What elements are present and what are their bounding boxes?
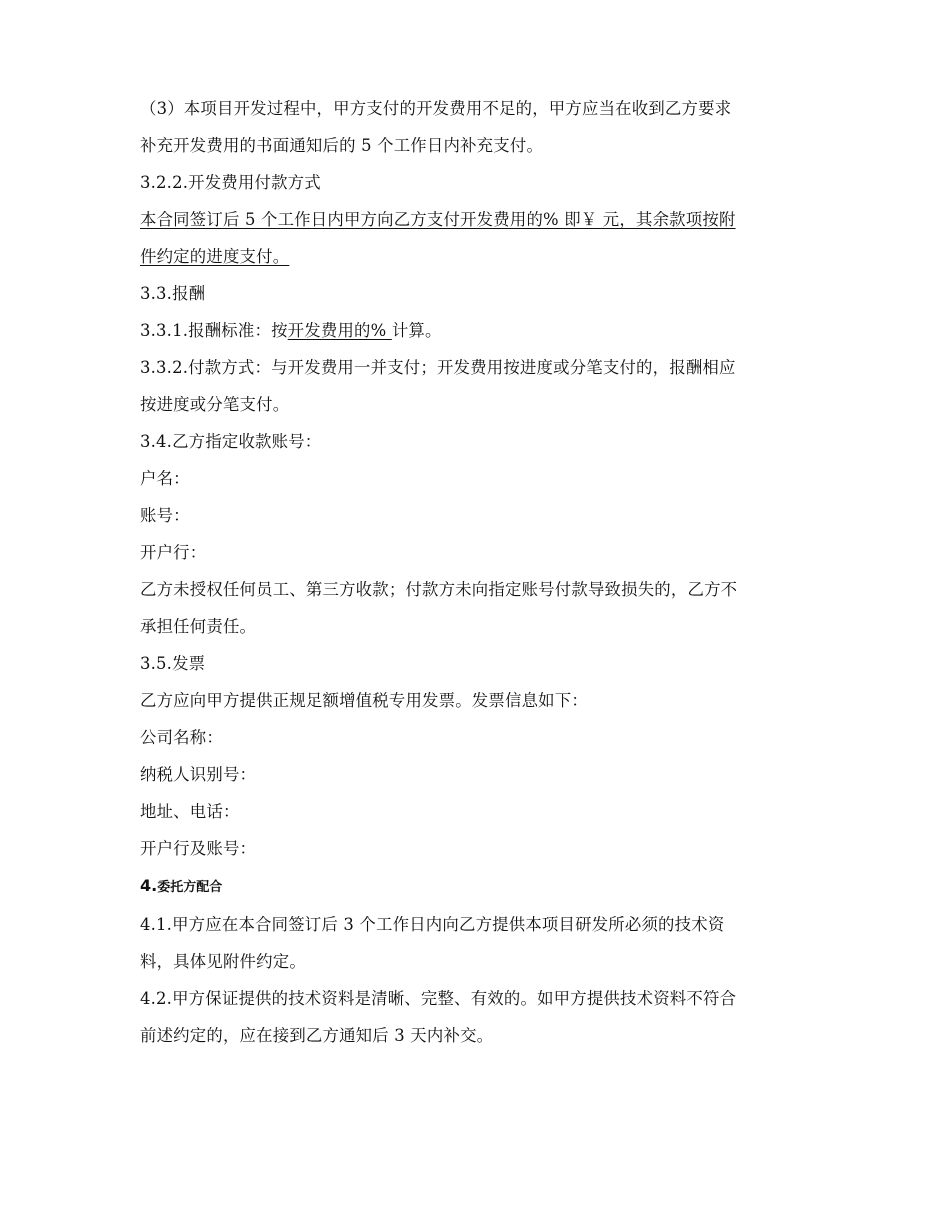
remuneration-standard-line [140, 312, 812, 349]
section-number: 4. [140, 876, 158, 895]
paragraph-line: 补充开发费用的书面通知后的 5 个工作日内补充支付。 [140, 136, 544, 155]
paragraph-line: （3）本项目开发过程中，甲方支付的开发费用不足的，甲方应当在收到乙方要求 [140, 99, 732, 118]
account-number-field: 账号： [140, 506, 190, 525]
paragraph-line: 按进度或分笔支付。 [140, 395, 290, 414]
paragraph-line: 承担任何责任。 [140, 617, 257, 636]
section-heading-4 [140, 867, 812, 904]
bank-account-field: 开户行及账号： [140, 839, 257, 858]
clause-heading-3-4: 3.4.乙方指定收款账号： [140, 432, 322, 451]
clause-heading-3-5: 3.5.发票 [140, 654, 206, 673]
paragraph-line: 前述约定的，应在接到乙方通知后 3 天内补交。 [140, 1026, 494, 1045]
address-phone-field: 地址、电话： [140, 802, 240, 821]
paragraph-line: 乙方未授权任何员工、第三方收款；付款方未向指定账号付款导致损失的，乙方不 [140, 580, 738, 599]
paragraph-line: 4.1.甲方应在本合同签订后 3 个工作日内向乙方提供本项目研发所必须的技术资 [140, 915, 725, 934]
payment-method-underlined-line-end [140, 238, 812, 275]
taxpayer-id-field: 纳税人识别号： [140, 765, 257, 784]
company-name-field: 公司名称： [140, 728, 223, 747]
paragraph-line: 4.2.甲方保证提供的技术资料是清晰、完整、有效的。如甲方提供技术资料不符合 [140, 989, 737, 1008]
payment-method-underlined-line: 本合同签订后 5 个工作日内甲方向乙方支付开发费用的% 即￥ 元，其余款项按附 [140, 210, 736, 229]
clause-heading-3-3: 3.3.报酬 [140, 284, 206, 303]
paragraph-line: 料，具体见附件约定。 [140, 952, 306, 971]
paragraph-line: 3.3.2.付款方式：与开发费用一并支付；开发费用按进度或分笔支付的，报酬相应 [140, 358, 736, 377]
remuneration-standard-blank: 开发费用的% [287, 321, 392, 340]
account-name-field: 户名： [140, 469, 190, 488]
underlined-text: 件约定的进度支付。 [140, 247, 290, 266]
remuneration-standard-suffix: 计算。 [391, 321, 442, 340]
clause-heading-3-2-2: 3.2.2.开发费用付款方式 [140, 173, 321, 192]
paragraph-line: 乙方应向甲方提供正规足额增值税专用发票。发票信息如下： [140, 691, 588, 710]
bank-field: 开户行： [140, 543, 207, 562]
remuneration-standard-label: 3.3.1.报酬标准：按 [140, 321, 288, 340]
section-title: 委托方配合 [157, 880, 223, 895]
document-body [140, 90, 812, 1054]
